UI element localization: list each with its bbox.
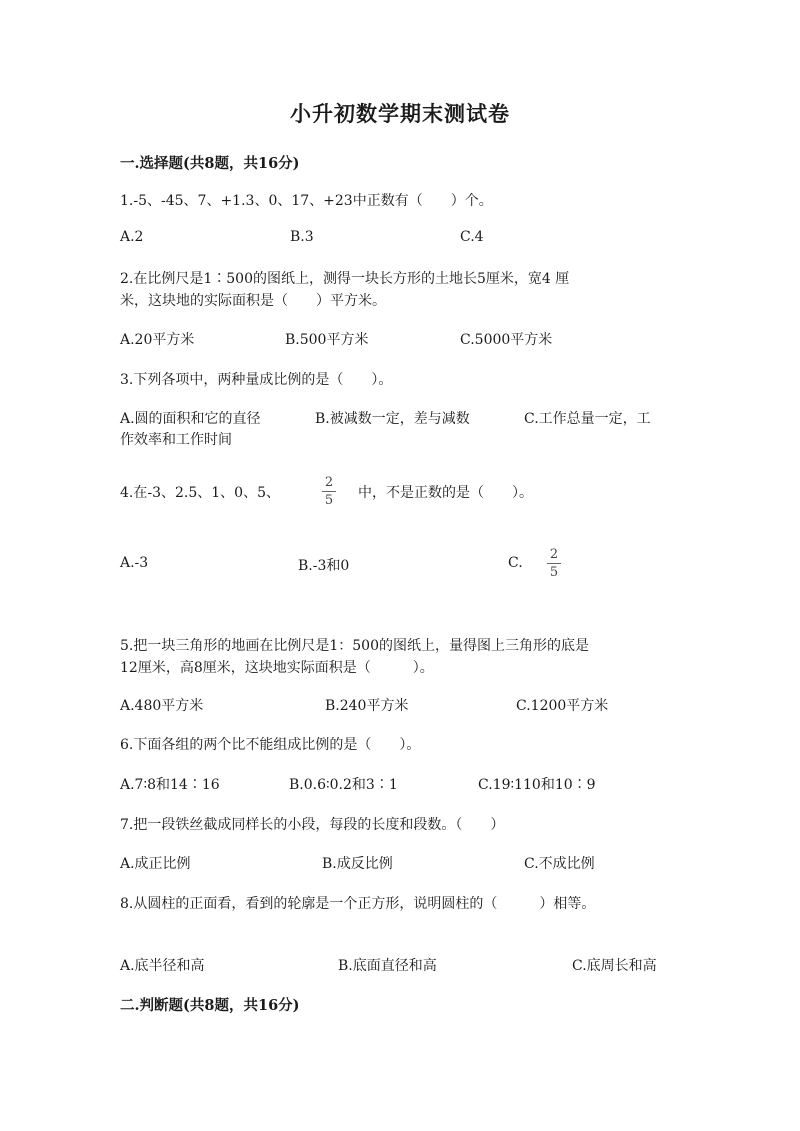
question-4-option-c: C. [508,555,523,571]
fraction-bar [322,491,336,492]
question-2-option-a: A.20平方米 [120,332,195,348]
question-2-text-line1: 2.在比例尺是1∶500的图纸上，测得一块长方形的土地长5厘米，宽4 厘 [120,271,570,287]
question-4-option-a: A.-3 [120,555,149,571]
question-1-text: 1.-5、-45、7、+1.3、0、17、+23中正数有（ ）个。 [120,193,493,209]
fraction-denominator: 5 [549,565,559,580]
question-4-option-b: B.-3和0 [298,558,350,574]
question-2-option-b: B.500平方米 [285,332,369,348]
question-5-option-b: B.240平方米 [325,698,409,714]
question-4-text-part1: 4.在-3、2.5、1、0、5、 [120,485,280,501]
section-heading-judgement: 二.判断题(共8题，共16分) [120,997,300,1014]
question-4-fraction [322,476,336,507]
question-1-option-a: A.2 [120,229,144,245]
section-heading-choice: 一.选择题(共8题，共16分) [120,155,300,172]
question-8-text: 8.从圆柱的正面看，看到的轮廓是一个正方形，说明圆柱的（ ）相等。 [120,896,596,912]
question-1-option-c: C.4 [460,229,484,245]
question-7-option-c: C.不成比例 [524,856,595,872]
question-4-option-c-fraction [547,548,561,579]
question-5-option-a: A.480平方米 [120,698,204,714]
question-7-option-b: B.成反比例 [322,856,393,872]
question-5-option-c: C.1200平方米 [516,698,609,714]
question-6-option-b: B.0.6∶0.2和3∶1 [289,777,398,793]
question-8-option-a: A.底半径和高 [120,958,205,974]
question-3-option-c-continued: 作效率和工作时间 [120,432,232,448]
question-5-text-line1: 5.把一块三角形的地画在比例尺是1：500的图纸上，量得图上三角形的底是 [120,638,589,654]
question-3-option-c: C.工作总量一定，工 [524,411,651,427]
page-title: 小升初数学期末测试卷 [290,101,510,126]
question-3-text: 3.下列各项中，两种量成比例的是（ ）。 [120,372,393,388]
question-7-text: 7.把一段铁丝截成同样长的小段，每段的长度和段数。（ ） [120,817,505,833]
question-1-option-b: B.3 [290,229,314,245]
question-8-option-b: B.底面直径和高 [338,958,437,974]
question-4-text-part2: 中，不是正数的是（ ）。 [358,485,533,501]
fraction-denominator: 5 [324,493,334,508]
question-6-option-c: C.19∶110和10∶9 [478,777,596,793]
question-6-option-a: A.7∶8和14∶16 [120,777,220,793]
question-3-option-b: B.被减数一定，差与减数 [315,411,470,427]
fraction-numerator: 2 [324,475,334,490]
question-2-text-line2: 米，这块地的实际面积是（ ）平方米。 [120,293,386,309]
fraction-numerator: 2 [549,547,559,562]
question-6-text: 6.下面各组的两个比不能组成比例的是（ ）。 [120,737,421,753]
question-7-option-a: A.成正比例 [120,856,191,872]
question-3-option-a: A.圆的面积和它的直径 [120,411,261,427]
question-2-option-c: C.5000平方米 [460,332,553,348]
fraction-bar [547,563,561,564]
question-8-option-c: C.底周长和高 [572,958,657,974]
question-5-text-line2: 12厘米，高8厘米，这块地实际面积是（ ）。 [120,660,434,676]
